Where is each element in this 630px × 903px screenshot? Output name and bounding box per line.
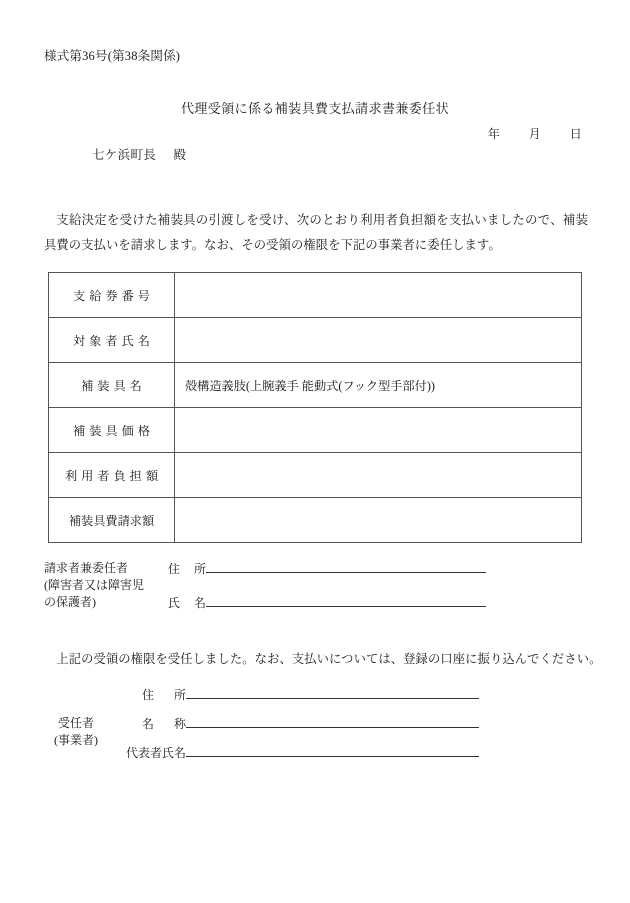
- claimant-address-label: [168, 561, 206, 578]
- date-month-label: 月: [528, 127, 542, 141]
- claimant-name-label-char1: 氏: [168, 596, 181, 610]
- row-value-user-burden[interactable]: [175, 453, 582, 498]
- claimant-role-line2: (障害者又は障害児: [44, 578, 144, 592]
- table-row: [49, 498, 582, 543]
- trustee-representative-label: 代表者氏名: [126, 746, 187, 760]
- trustee-role-line2: (事業者): [54, 733, 98, 747]
- row-value-device-price[interactable]: [175, 408, 582, 453]
- row-label-voucher-number: 支給券番号: [49, 273, 175, 318]
- trustee-representative-input-rule[interactable]: [186, 744, 479, 757]
- form-table: [48, 272, 582, 543]
- delegation-paragraph: 上記の受領の権限を受任しました。なお、支払いについては、登録の口座に振り込んでください。: [56, 652, 602, 666]
- row-value-voucher-number[interactable]: [175, 273, 582, 318]
- document-title: 代理受領に係る補装具費支払請求書兼委任状: [180, 101, 449, 116]
- claimant-role-line1: 請求者兼委任者: [44, 561, 129, 575]
- trustee-entity-label: [142, 716, 186, 733]
- claimant-name-label: [168, 595, 206, 612]
- claimant-address-field: [168, 560, 528, 578]
- trustee-entity-input-rule[interactable]: [186, 715, 479, 728]
- claimant-address-input-rule[interactable]: [206, 560, 486, 573]
- claimant-role-line3: の保護者): [44, 595, 96, 609]
- trustee-address-field: [142, 686, 479, 704]
- trustee-role-line1: 受任者: [58, 716, 95, 730]
- table-row: [49, 318, 582, 363]
- trustee-address-label-char2: 所: [174, 688, 187, 702]
- trustee-address-label: [142, 687, 186, 704]
- row-label-device-name: 補装具名: [49, 363, 175, 408]
- row-value-claim-amount[interactable]: [175, 498, 582, 543]
- body-paragraph: 支給決定を受けた補装具の引渡しを受け、次のとおり利用者負担額を支払いましたので、補装具費の支払いを請求します。なお、その受領の権限を下記の事業者に委任します。: [44, 213, 588, 252]
- row-value-recipient-name[interactable]: [175, 318, 582, 363]
- claimant-address-label-char2: 所: [194, 562, 207, 576]
- form-number: 様式第36号(第38条関係): [44, 49, 181, 63]
- trustee-representative-field: [126, 744, 479, 762]
- claimant-name-input-rule[interactable]: [206, 594, 486, 607]
- claimant-name-field: [168, 594, 528, 612]
- claimant-name-label-char2: 名: [194, 596, 207, 610]
- addressee-name: 七ケ浜町長: [92, 148, 157, 162]
- date-day-label: 日: [569, 127, 582, 141]
- date-line: [488, 125, 582, 142]
- row-label-recipient-name: 対象者氏名: [49, 318, 175, 363]
- trustee-address-input-rule[interactable]: [186, 686, 479, 699]
- row-label-device-price: 補装具価格: [49, 408, 175, 453]
- claimant-address-label-char1: 住: [168, 562, 181, 576]
- table-row: [49, 363, 582, 408]
- addressee-honorific: 殿: [173, 148, 187, 162]
- trustee-entity-label-char1: 名: [142, 717, 155, 731]
- row-value-device-name[interactable]: 殻構造義肢(上腕義手 能動式(フック型手部付)): [175, 363, 582, 408]
- row-label-claim-amount: 補装具費請求額: [49, 498, 175, 543]
- table-row: [49, 408, 582, 453]
- table-row: [49, 453, 582, 498]
- table-row: [49, 273, 582, 318]
- addressee: [92, 145, 186, 163]
- row-label-user-burden: 利用者負担額: [49, 453, 175, 498]
- trustee-entity-field: [142, 715, 479, 733]
- trustee-entity-label-char2: 称: [174, 717, 187, 731]
- date-year-label: 年: [487, 127, 501, 141]
- trustee-address-label-char1: 住: [142, 688, 155, 702]
